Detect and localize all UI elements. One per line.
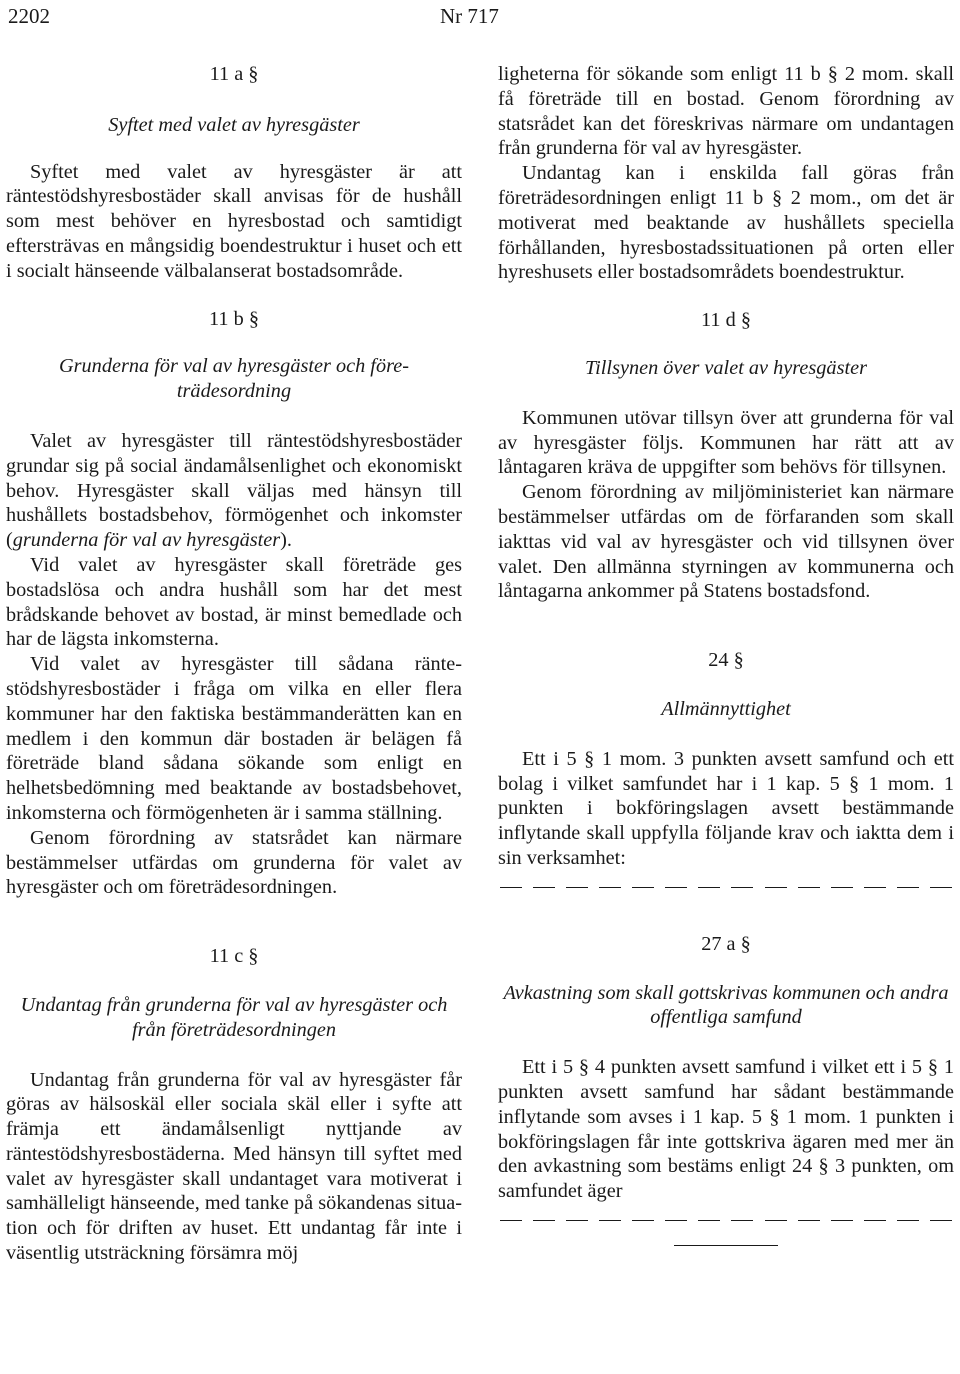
section-11b-paragraph-1-term: grunderna för val av hyresgäster (12, 529, 281, 552)
section-24-title: Allmännyttighet (661, 697, 791, 720)
section-11b-paragraph-1-text: Valet av hyresgäster till räntestödshyresbostäder grundar sig på social ändamålsenlighet och ekonomiskt behov. Hyresgäster skall väljas med hänsyn till hushållets bostadsbehov, förmögenhet och inkomster ( (6, 429, 462, 552)
section-11a-paragraph: Syftet med valet av hyresgäster är att räntestödshyresbostäder skall anvisas för de hushåll som mest behöver en hyresbostad och samtidigt eftersträvas en mångsidig boendestruktur i huset och ett i socialt hänseende välbalanserat bostadsområde. (6, 160, 462, 282)
section-11b-paragraph-1-end: ). (280, 529, 292, 552)
page-number: 2202 (8, 4, 50, 28)
section-11c-continued: ligheterna för sökande som enligt 11 b § 2 mom. skall få företräde till en bostad. Genom förordning av statsrådet kan det föreskrivas närmare om undantagen från grunderna för val av hyresgäster. (498, 63, 954, 160)
section-11d-number: 11 d § (701, 309, 751, 332)
section-27a-paragraph: Ett i 5 § 4 punkten avsett samfund i vilket ett i 5 § 1 punkten avsett samfund har sådant bestämmande inflytande som avses i 1 kap. 5 § 1 mom. 1 punkten i bokföringslagen får inte gottskriva ägaren med mer än den avkastning som bestäms enligt 24 § 3 punkten, om samfundet äger (498, 1056, 954, 1203)
section-11c-paragraph-1: Undantag från grunderna för val av hyresgäster får göras av hälsoskäl eller sociala skäl eller i syfte att främja ett ändamålsenligt nyttjande av räntestödshyresbostäderna. Med hänsyn till syftet med valet av hyresgäster skall undantaget vara motiverat i samhälleligt hänseende, med tanke på sökandenas situation och för driften av huset. Ett undantag får inte i väsentlig utsträckning försämra möj (6, 1068, 462, 1265)
page-header (0, 0, 960, 36)
section-24-number: 24 § (708, 649, 744, 672)
section-11c-paragraph-2: Undantag kan i enskilda fall göras från företrädesordningen enligt 11 b § 2 mom., om det är motiverat med beaktande av hushållets speciella förhållanden, hyresbostadssituationen på orten eller hyreshusets eller bostadsområdets boendestruktur. (498, 162, 954, 284)
section-24-paragraph: Ett i 5 § 1 mom. 3 punkten avsett samfund och ett bolag i vilket samfundet har i 1 kap. 5 § 1 mom. 1 punkten i bokföringslagen avsett bestämmande inflytande skall uppfylla följande krav och iaktta dem i sin verksamhet: (498, 747, 954, 869)
section-11c-title: Undantag från grunderna för val av hyresgäster och från företrädesordningen (20, 993, 448, 1041)
section-11b-paragraph-1 (6, 429, 462, 553)
omission-dashes (498, 877, 954, 888)
right-column (498, 62, 954, 1246)
section-11b-paragraph-4: Genom förordning av statsrådet kan närmare bestämmelser utfärdas om grunderna för valet av hyresgäster och om företrädesordningen. (6, 826, 462, 899)
section-11d-title: Tillsynen över valet av hyresgäster (585, 356, 867, 379)
left-column (6, 62, 462, 1266)
section-11d-paragraph-1: Kommunen utövar tillsyn över att grunderna för val av hyresgäster följs. Kommunen har rätt att av låntagaren kräva de uppgifter som behövs för tillsynen. (498, 406, 954, 479)
section-11a-number: 11 a § (209, 63, 259, 85)
omission-dashes (498, 1210, 954, 1221)
section-11d-paragraph-2: Genom förordning av miljöministeriet kan närmare bestämmelser utfärdas om de förfaranden som skall iakttas vid val av hyresgäster och vid tillsynen över valet. Den allmänna styrningen av kommunerna och låntagarna ankommer på Statens bostadsfond. (498, 481, 954, 603)
section-27a-title: Avkastning som skall gottskrivas kommunen och andra offentliga samfund (503, 981, 949, 1029)
section-11b-paragraph-3: Vid valet av hyresgäster till sådana räntestödshyresbostäder i fråga om vilka en eller flera kommuner har den faktiska bestämmanderätten kan en medlem i den kommun där bostaden är belägen få företräde bland sådana sökande som enligt en helhetsbedömning med beaktande av bostadsbehovet, inkomsterna och förmögenheten är i samma ställning. (6, 653, 462, 824)
section-11a-title: Syftet med valet av hyresgäster (108, 113, 360, 136)
section-11b-paragraph-2: Vid valet av hyresgäster skall företräde ges bostadslösa och andra hushåll som har det mest brådskande behovet av bostad, är minst bemedlade och har de lägsta inkomsterna. (6, 553, 462, 651)
section-11b-title: Grunderna för val av hyresgäster och företrädesordning (59, 355, 409, 403)
section-27a-number: 27 a § (701, 932, 751, 955)
section-11c-number: 11 c § (209, 945, 259, 968)
end-rule (674, 1245, 778, 1246)
section-11b-number: 11 b § (209, 307, 259, 330)
issue-number: Nr 717 (440, 4, 499, 28)
